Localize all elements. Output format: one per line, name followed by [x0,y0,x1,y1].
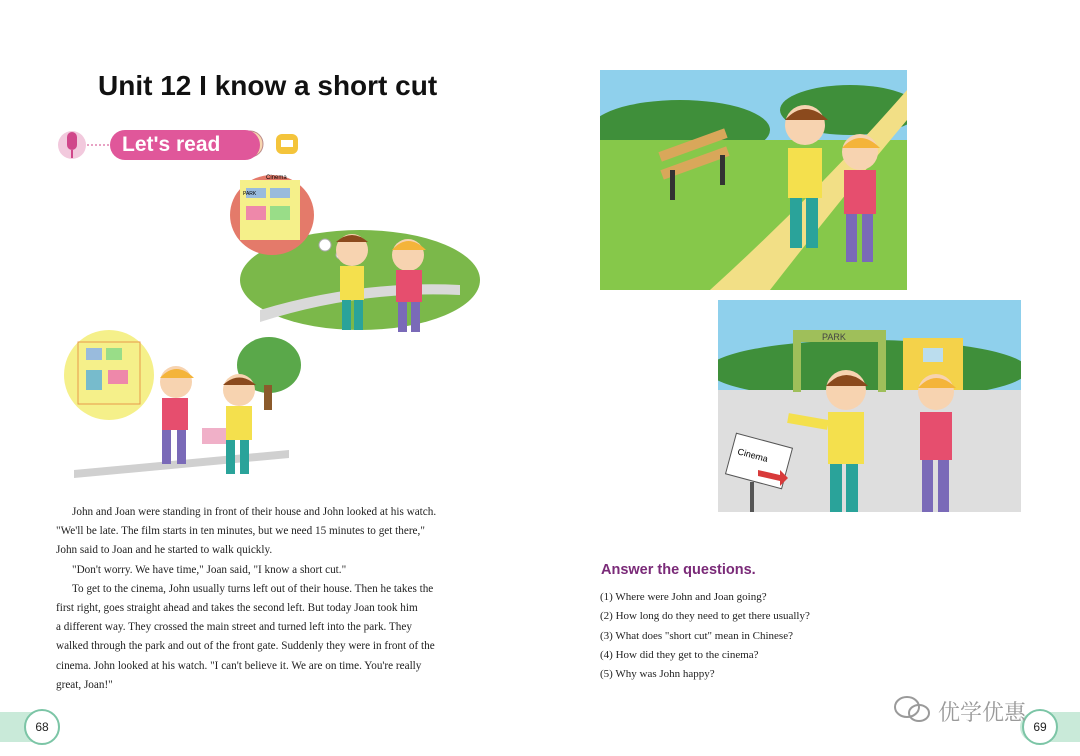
page-number-left: 68 [24,709,60,745]
illustration-park-path [600,70,907,290]
watermark-text: 优学优惠 [938,701,1027,726]
story-line: "We'll be late. The film starts in ten minutes, but we need 15 minutes to get there," [56,525,425,538]
map-cinema-label: Cinema [266,175,287,181]
park-gate-text: PARK [822,332,846,342]
lets-read-label: Let's read [110,130,260,160]
story-line: To get to the cinema, John usually turns left out of their house. Then he takes the [72,582,434,595]
wechat-icon [893,694,933,724]
question-item: (1) Where were John and Joan going? [600,591,767,603]
boy-shirt [340,266,364,300]
cinema-sign-text: Cinema [736,446,770,465]
story-line: "Don't worry. We have time," Joan said, "I know a short cut." [72,563,347,576]
unit-title: Unit 12 I know a short cut [98,70,438,101]
illustration-park-gate [718,300,1021,512]
story-line: John said to Joan and he started to walk quickly. [56,544,273,557]
question-item: (2) How long do they need to get there usually? [600,610,810,623]
question-item: (5) Why was John happy? [600,668,715,681]
map-park-label: PARK [243,191,257,197]
question-list [600,588,810,684]
story-line: cinema. John looked at his watch. "I can't believe it. We are on time. You're really [56,659,422,672]
question-item: (3) What does "short cut" mean in Chinese? [600,629,793,642]
illustration-kids-thinking [230,170,480,350]
story-line: John and Joan were standing in front of their house and John looked at his watch. [72,506,437,518]
question-item: (4) How did they get to the cinema? [600,648,759,661]
girl-shirt [396,270,422,302]
story-line: first right, goes straight ahead and takes the second left. But today Joan took him [56,602,418,615]
story-text [56,503,486,695]
illustration-kids-walking [64,330,314,505]
story-line: walked through the park and out of the front gate. Suddenly they were in front of the [56,640,435,653]
answer-heading: Answer the questions. [601,562,756,578]
page-number-right: 69 [1022,709,1058,745]
story-line: a different way. They crossed the main street and turned left into the park. They [56,621,412,634]
story-line: great, Joan!" [56,678,113,691]
